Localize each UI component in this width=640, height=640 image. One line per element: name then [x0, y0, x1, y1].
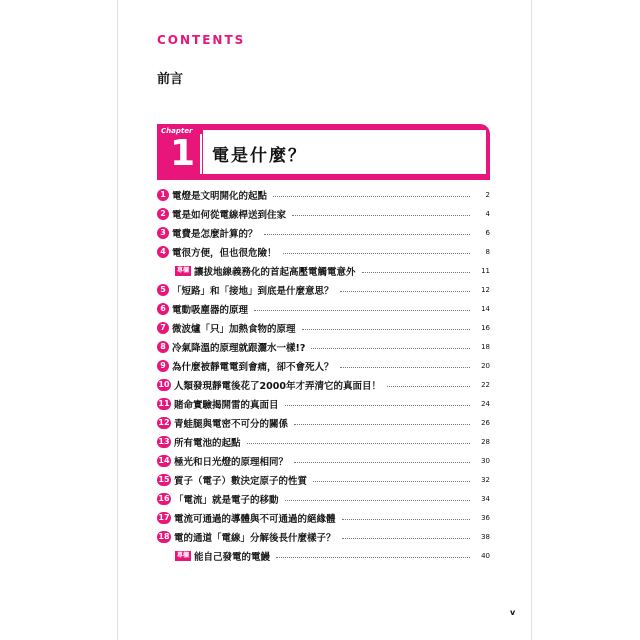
- entry-number-badge: 10: [158, 380, 170, 389]
- preface-link[interactable]: 前言: [157, 72, 184, 87]
- dot-leader: [247, 443, 470, 444]
- entry-title: 電費是怎麼計算的？: [172, 228, 258, 240]
- entry-number-badge: 15: [158, 475, 170, 484]
- entry-number-badge: 11: [158, 399, 170, 408]
- page-number: 8: [485, 247, 490, 256]
- entry-number-badge: 5: [157, 284, 169, 296]
- dot-leader: [302, 329, 470, 330]
- chapter-title[interactable]: 電是什麼？: [212, 146, 307, 166]
- chapter-label: Chapter: [161, 127, 193, 135]
- dot-leader: [292, 215, 470, 216]
- entry-title: 冷氣降溫的原理就跟灑水一樣!?: [172, 342, 306, 354]
- entry-title: 電是如何從電線桿送到住家: [172, 209, 287, 221]
- entry-number-badge: 2: [157, 208, 169, 220]
- toc-entry[interactable]: [157, 280, 490, 299]
- page-number: 2: [485, 190, 490, 199]
- entry-title: 能自己發電的電鰻: [194, 551, 271, 563]
- entry-title: 「短路」和「接地」到底是什麼意思？: [172, 285, 334, 297]
- toc-entry[interactable]: [157, 242, 490, 261]
- toc-entry[interactable]: [157, 451, 490, 470]
- entry-number-badge: 1: [157, 189, 169, 201]
- entry-title: 電流可通過的導體與不可通過的絕緣體: [174, 513, 336, 525]
- entry-title: 讓拔地線義務化的首起高壓電觸電意外: [194, 266, 356, 278]
- dot-leader: [285, 405, 470, 406]
- page-number: 20: [481, 361, 490, 370]
- entry-number-badge: 4: [157, 246, 169, 258]
- dot-leader: [294, 424, 470, 425]
- entry-title: 賭命實驗揭開雷的真面目: [174, 399, 279, 411]
- dot-leader: [340, 291, 470, 292]
- toc-entry[interactable]: [157, 318, 490, 337]
- dot-leader: [342, 538, 470, 539]
- page-number: 4: [485, 209, 490, 218]
- entry-title: 「電流」就是電子的移動: [174, 494, 279, 506]
- entry-title: 電很方便，但也很危險！: [172, 247, 277, 259]
- dot-leader: [311, 348, 470, 349]
- entry-number-badge: 7: [157, 322, 169, 334]
- page-number: 30: [481, 456, 490, 465]
- entry-title: 為什麼被靜電電到會痛，卻不會死人？: [172, 361, 334, 373]
- entry-title: 電動吸塵器的原理: [172, 304, 249, 316]
- toc-entry[interactable]: [157, 261, 490, 280]
- dot-leader: [313, 481, 470, 482]
- entry-number-badge: 14: [158, 456, 170, 465]
- entry-title: 電燈是文明開化的起點: [172, 190, 268, 202]
- page-number: 11: [481, 266, 490, 275]
- page-number: 24: [481, 399, 490, 408]
- page-number: 38: [481, 532, 490, 541]
- page-number: 40: [481, 551, 490, 560]
- page-number: 28: [481, 437, 490, 446]
- entry-title: 極光和日光燈的原理相同？: [174, 456, 289, 468]
- entry-title: 微波爐「只」加熱食物的原理: [172, 323, 296, 335]
- entry-title: 質子（電子）數決定原子的性質: [174, 475, 308, 487]
- page-number: 36: [481, 513, 490, 522]
- toc-entry[interactable]: [157, 299, 490, 318]
- page-number: 22: [481, 380, 490, 389]
- entry-number-badge: 13: [158, 437, 170, 446]
- dot-leader: [294, 462, 470, 463]
- toc-entry[interactable]: [157, 223, 490, 242]
- chapter-number: 1: [170, 133, 196, 174]
- toc-entry[interactable]: [157, 432, 490, 451]
- page-number: 6: [485, 228, 490, 237]
- page-number: 12: [481, 285, 490, 294]
- entry-number-badge: 18: [158, 532, 170, 541]
- toc-entry[interactable]: [157, 527, 490, 546]
- dot-leader: [264, 234, 470, 235]
- toc-entry[interactable]: [157, 185, 490, 204]
- page-number: 26: [481, 418, 490, 427]
- page-number: 16: [481, 323, 490, 332]
- page-number: 14: [481, 304, 490, 313]
- dot-leader: [362, 272, 470, 273]
- column-tag: 專欄: [177, 551, 190, 559]
- entry-title: 所有電池的起點: [174, 437, 241, 449]
- toc-list: [157, 185, 490, 565]
- entry-number-badge: 3: [157, 227, 169, 239]
- page-folio: v: [510, 608, 516, 617]
- toc-entry[interactable]: [157, 489, 490, 508]
- entry-title: 人類發現靜電後花了2000年才弄清它的真面目！: [174, 380, 381, 392]
- page-number: 34: [481, 494, 490, 503]
- toc-entry[interactable]: [157, 375, 490, 394]
- dot-leader: [340, 367, 470, 368]
- entry-number-badge: 9: [157, 360, 169, 372]
- column-tag: 專欄: [177, 266, 190, 274]
- entry-number-badge: 17: [158, 513, 170, 522]
- dot-leader: [276, 557, 470, 558]
- dot-leader: [285, 500, 470, 501]
- toc-entry[interactable]: [157, 356, 490, 375]
- entry-number-badge: 8: [157, 341, 169, 353]
- toc-entry[interactable]: [157, 413, 490, 432]
- dot-leader: [387, 386, 470, 387]
- page-number: 32: [481, 475, 490, 484]
- dot-leader: [342, 519, 470, 520]
- chapter-divider: [200, 134, 202, 174]
- page-number: 18: [481, 342, 490, 351]
- toc-entry[interactable]: [157, 394, 490, 413]
- toc-entry[interactable]: [157, 204, 490, 223]
- toc-entry[interactable]: [157, 470, 490, 489]
- toc-entry[interactable]: [157, 546, 490, 565]
- toc-entry[interactable]: [157, 337, 490, 356]
- dot-leader: [254, 310, 470, 311]
- entry-title: 青蛙腿與電密不可分的關係: [174, 418, 289, 430]
- entry-number-badge: 6: [157, 303, 169, 315]
- dot-leader: [273, 196, 470, 197]
- dot-leader: [283, 253, 470, 254]
- entry-number-badge: 16: [158, 494, 170, 503]
- contents-heading: CONTENTS: [157, 33, 246, 47]
- entry-number-badge: 12: [158, 418, 170, 427]
- entry-title: 電的通道「電線」分解後長什麼樣子？: [174, 532, 336, 544]
- toc-entry[interactable]: [157, 508, 490, 527]
